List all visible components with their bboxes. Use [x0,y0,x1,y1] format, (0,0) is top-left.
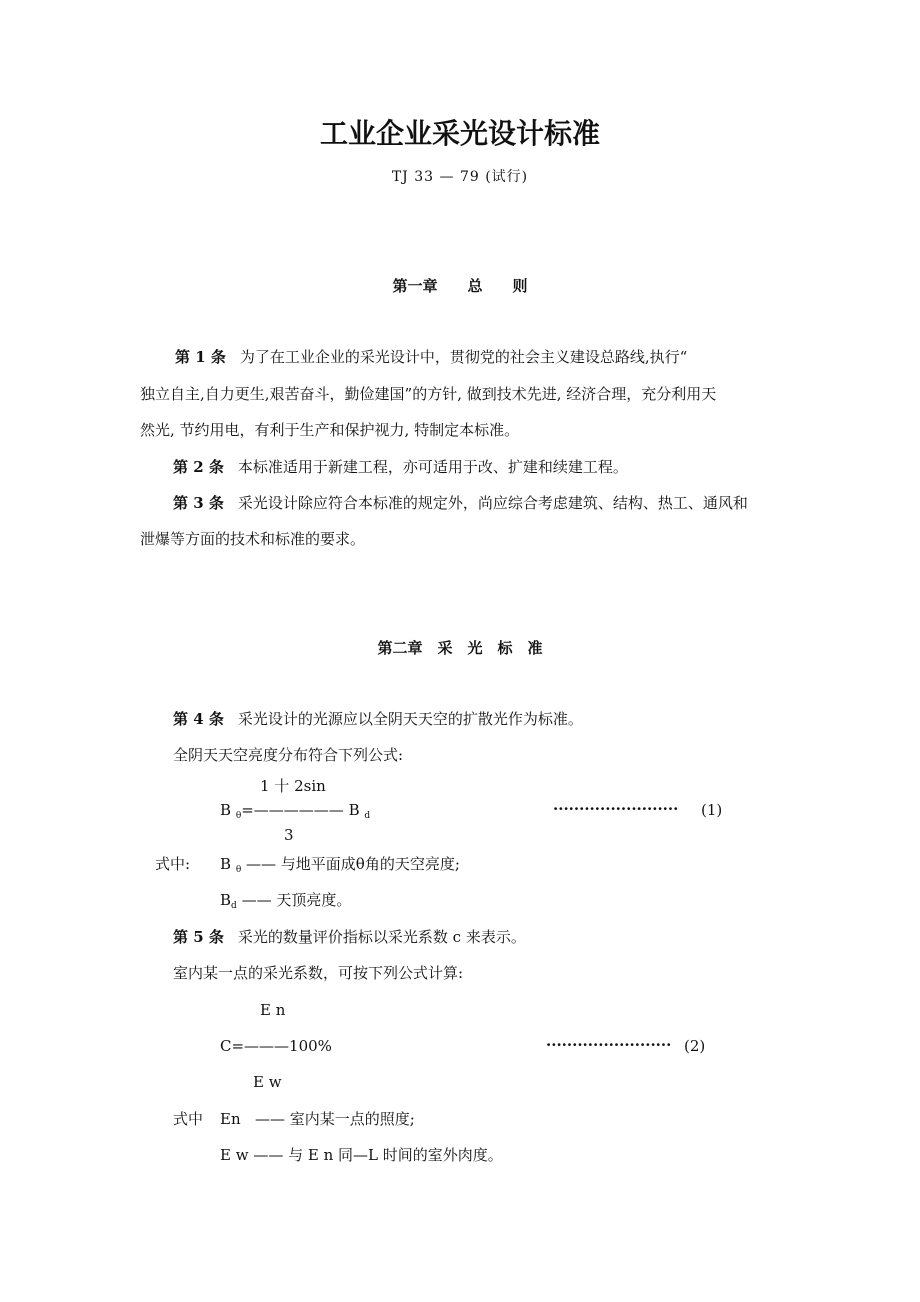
where-1-row-1-symbol: B [220,855,232,873]
formula-1-lhs: B [220,801,232,819]
article-4-text: 采光设计的光源应以全阴天天空的扩散光作为标准。 [237,710,583,728]
where-2-row-2 [220,1148,503,1163]
document-title: 工业企业采光设计标准 [319,117,600,150]
where-1-row-2-sub: d [231,901,237,911]
where-2-row-2-symbol: E w [220,1146,249,1164]
document-subtitle: TJ 33 — 79 (试行) [391,169,529,185]
where-2-label: 式中 [173,1110,204,1128]
article-5-number: 第 5 条 [173,928,224,946]
formula-1-main [220,801,371,821]
article-1-line-1 [175,350,687,365]
article-5-intro: 室内某一点的采光系数，可按下列公式计算: [173,964,464,982]
where-1-label: 式中: [155,855,191,873]
formula-2-numerator: E n [260,1001,286,1019]
formula-2-denominator: E w [253,1073,282,1091]
article-2 [173,460,628,475]
article-1-line-3: 然光, 节约用电，有利于生产和保护视力, 特制定本标准。 [140,421,520,439]
article-3-line-2: 泄爆等方面的技术和标准的要求。 [140,530,366,548]
formula-1-fraction-bar: =—————— [241,801,344,819]
formula-1-rhs-sub: d [364,811,371,821]
formula-1-lhs-sub: θ [235,811,242,821]
formula-1-denominator: 3 [284,826,294,844]
article-4-intro: 全阴天天空亮度分布符合下列公式: [173,746,404,764]
formula-1-numerator: 1 十 2sin [260,777,326,795]
article-1-text-1: 为了在工业企业的采光设计中，贯彻党的社会主义建设总路线,执行“ [239,348,688,366]
where-1-row-1-sub: θ [235,865,242,875]
where-2-row-1 [220,1112,415,1127]
article-3-text-1: 采光设计除应符合本标准的规定外，尚应综合考虑建筑、结构、热工、通风和 [237,494,748,512]
where-1-row-2-text: —— 天顶亮度。 [241,891,352,909]
article-5-text: 采光的数量评价指标以采光系数 c 来表示。 [237,928,526,946]
formula-1-rhs: B [348,801,360,819]
article-2-text: 本标准适用于新建工程，亦可适用于改、扩建和续建工程。 [237,458,628,476]
where-2-row-2-text: —— 与 E n 同—L 时间的室外肉度。 [253,1146,503,1164]
where-2-row-1-symbol: En [220,1110,241,1128]
where-2-row-1-text: —— 室内某一点的照度; [254,1110,415,1128]
article-3-line-1 [173,496,748,511]
article-2-number: 第 2 条 [173,458,224,476]
article-5 [173,930,526,945]
article-3-number: 第 3 条 [173,494,224,512]
where-1-row-2 [220,891,352,911]
formula-2-number: (2) [684,1037,706,1055]
article-1-number: 第 1 条 [175,348,226,366]
article-4-number: 第 4 条 [173,710,224,728]
formula-2-main: C=———100% [220,1037,332,1055]
where-1-row-2-symbol: B [220,891,232,909]
formula-1-number: (1) [701,801,723,819]
where-1-row-1-text: —— 与地平面成θ角的天空亮度; [246,855,460,873]
article-1-line-2: 独立自主,自力更生,艰苦奋斗，勤俭建国”的方针, 做到技术先进, 经济合理，充分利用天 [140,385,717,403]
where-1-row-1 [220,855,460,875]
chapter-1-heading: 第一章 总 则 [392,277,528,295]
article-4 [173,712,583,727]
formula-1-dots: ························ [553,800,679,818]
formula-2-dots: ························ [546,1036,672,1054]
chapter-2-heading: 第二章 采 光 标 准 [377,639,543,657]
